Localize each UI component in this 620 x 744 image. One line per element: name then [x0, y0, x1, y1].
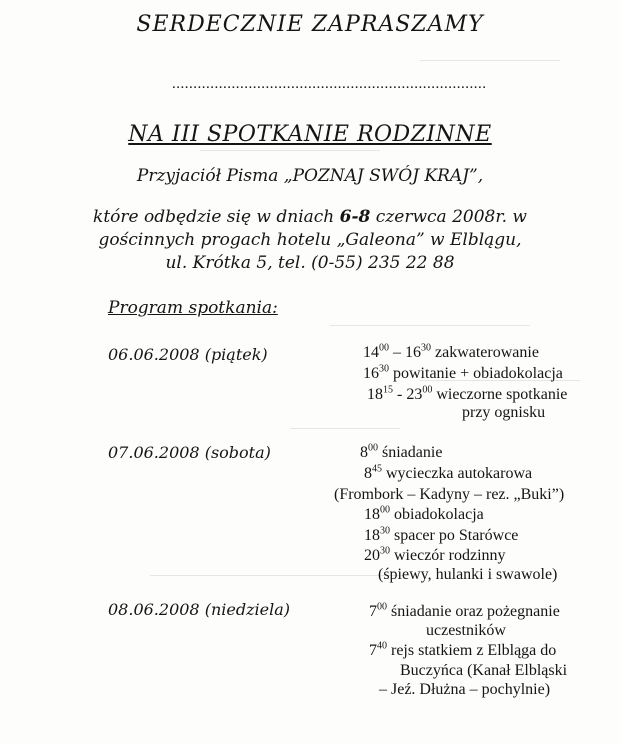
- schedule-item-continuation: – Jeź. Dłużna – pochylnie): [379, 681, 551, 698]
- friends-line: [0, 166, 620, 186]
- schedule-item-continuation: Buczyńca (Kanał Elbląski: [400, 662, 568, 679]
- schedule-item: $18^{30}$ spacer po Starówce: [364, 525, 519, 544]
- details-line-3: ul. Krótka 5, tel. (0-55) 235 22 88: [165, 253, 455, 273]
- details-line-1-a: które odbędzie się w dniach: [93, 207, 340, 227]
- event-days: 6-8: [339, 207, 371, 227]
- schedule-item: $18^{15} - 23^{00}$ wieczorne spotkanie: [367, 384, 568, 403]
- friends-magazine: „POZNAJ SWÓJ KRAJ”,: [283, 166, 484, 186]
- schedule-item: $14^{00} - 16^{30}$ zakwaterowanie: [363, 342, 539, 361]
- schedule-item-continuation: przy ognisku: [462, 404, 546, 421]
- schedule-item: $8^{45}$ wycieczka autokarowa: [364, 463, 533, 482]
- program-heading: Program spotkania:: [108, 298, 278, 318]
- friends-prefix: Przyjaciół Pisma: [136, 166, 284, 186]
- day-label: 06.06.2008 (piątek): [108, 345, 268, 364]
- schedule-item-continuation: uczestników: [426, 622, 506, 639]
- schedule-item: $7^{40}$ rejs statkiem z Elbląga do: [369, 640, 557, 659]
- day-label: 07.06.2008 (sobota): [108, 443, 271, 462]
- details-line-2: gościnnych progach hotelu „Galeona” w Elblągu,: [98, 230, 522, 250]
- schedule-item: $18^{00}$ obiadokolacja: [364, 504, 484, 523]
- schedule-item: $7^{00}$ śniadanie oraz pożegnanie: [369, 601, 560, 620]
- details-line-1: [0, 207, 620, 227]
- day-label: 08.06.2008 (niedziela): [108, 600, 290, 619]
- dotted-line: ..........................................................................: [172, 76, 487, 92]
- schedule-item-continuation: (śpiewy, hulanki i swawole): [378, 566, 558, 583]
- invite-heading: SERDECZNIE ZAPRASZAMY: [136, 12, 484, 37]
- schedule-item: $20^{30}$ wieczór rodzinny: [364, 545, 506, 564]
- schedule-item-continuation: (Frombork – Kadyny – rez. „Buki”): [334, 486, 565, 503]
- event-title: NA III SPOTKANIE RODZINNE: [128, 122, 492, 147]
- details-line-1-b: czerwca 2008r. w: [370, 207, 527, 227]
- schedule-item: $16^{30}$ powitanie + obiadokolacja: [363, 363, 563, 382]
- schedule-item: $8^{00}$ śniadanie: [360, 442, 443, 461]
